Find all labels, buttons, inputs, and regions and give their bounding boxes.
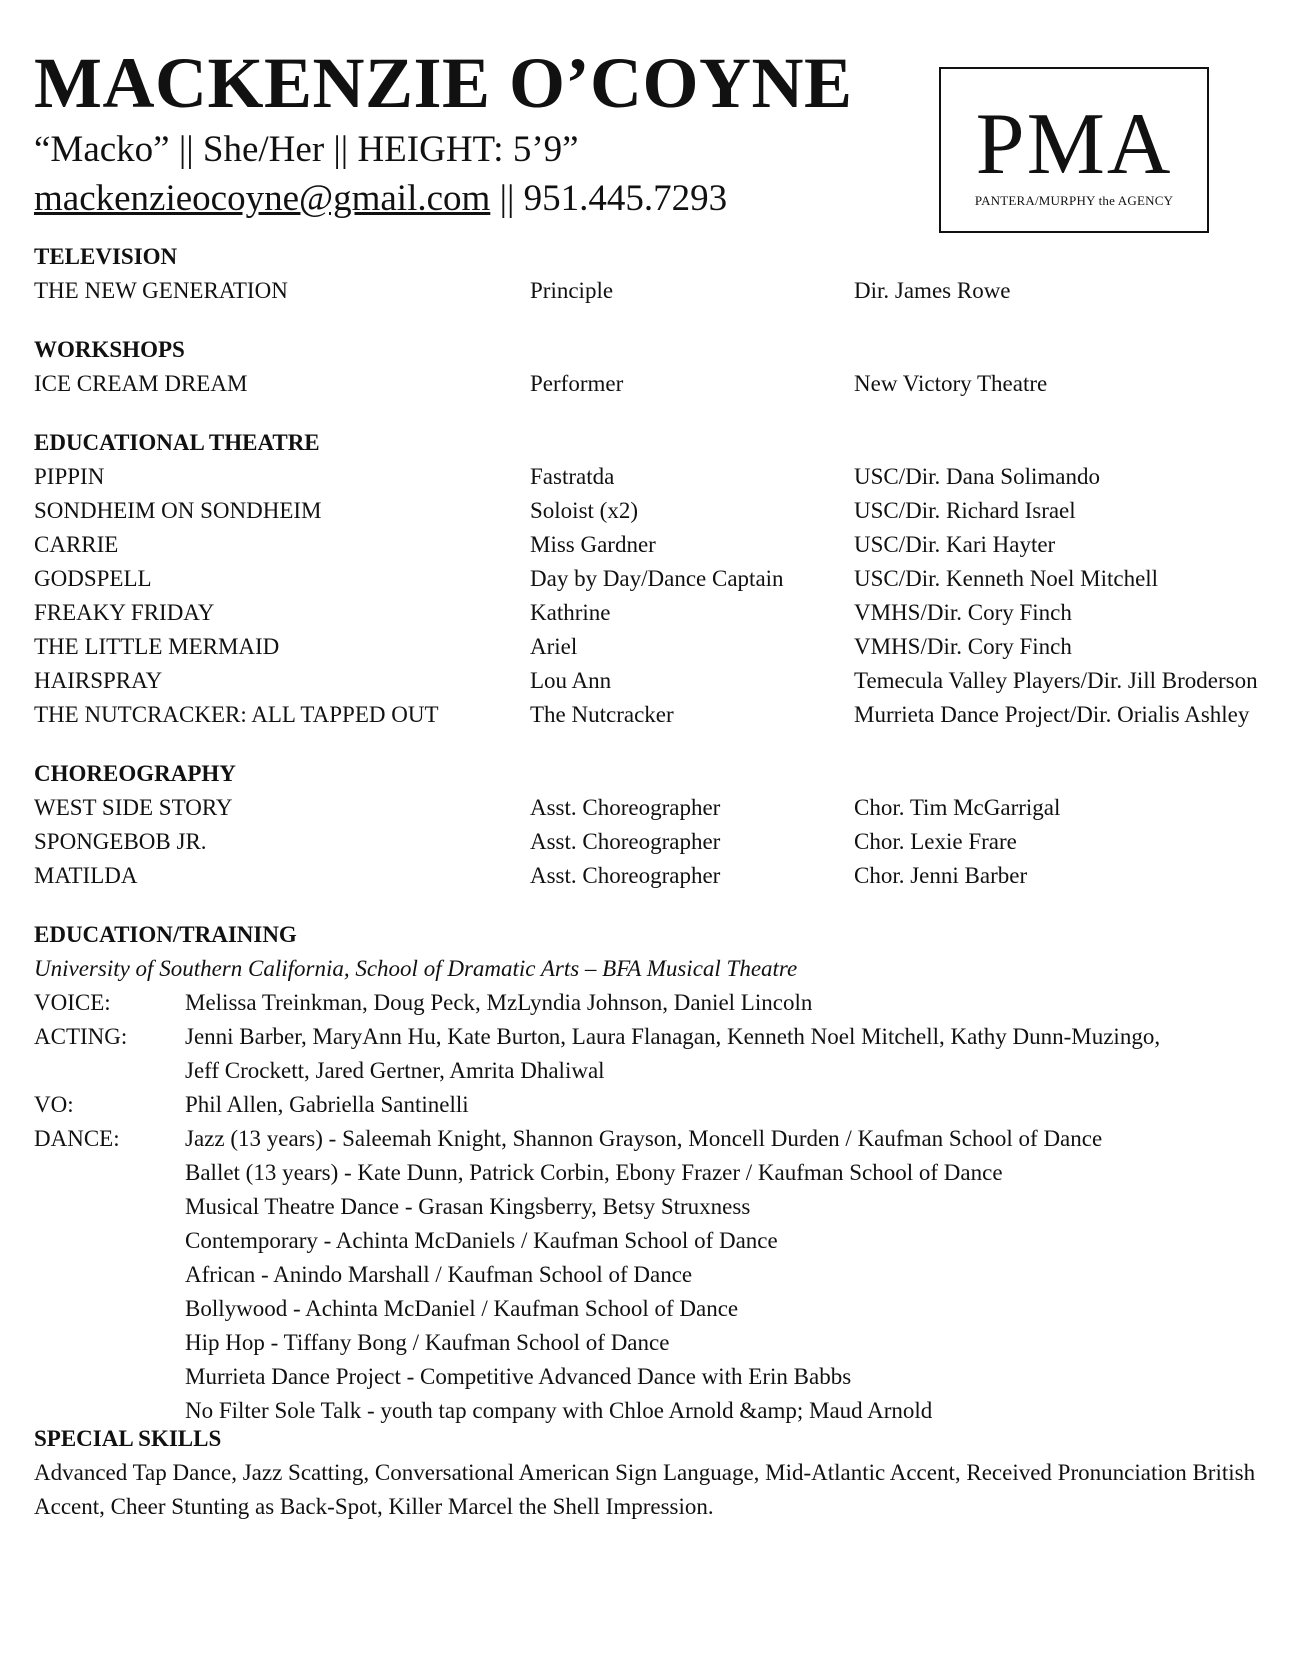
credit-title: THE NUTCRACKER: ALL TAPPED OUT	[34, 702, 439, 727]
training-line: No Filter Sole Talk - youth tap company with Chloe Arnold &amp; Maud Arnold	[185, 1398, 933, 1423]
educational-theatre-section	[34, 426, 1274, 732]
section-heading: CHOREOGRAPHY	[34, 761, 236, 786]
training-list	[34, 986, 1274, 1428]
training-label: VOICE:	[34, 990, 111, 1015]
credit-role: Soloist (x2)	[530, 498, 638, 523]
credit-director: USC/Dir. Kari Hayter	[854, 532, 1056, 557]
candidate-name: MACKENZIE O’COYNE	[34, 43, 853, 123]
contact-line	[34, 177, 727, 221]
special-skills-section	[34, 1422, 1274, 1524]
section-heading: EDUCATION/TRAINING	[34, 922, 297, 947]
credit-row	[34, 274, 1274, 308]
nickname-pronouns-height: “Macko” || She/Her || HEIGHT: 5’9”	[34, 129, 579, 170]
credit-director: VMHS/Dir. Cory Finch	[854, 600, 1072, 625]
credit-role: Performer	[530, 371, 624, 396]
credit-director: USC/Dir. Richard Israel	[854, 498, 1076, 523]
training-line: Musical Theatre Dance - Grasan Kingsberry, Betsy Struxness	[185, 1194, 751, 1219]
credit-row	[34, 698, 1274, 732]
credit-row	[34, 596, 1274, 630]
training-item	[34, 1122, 1274, 1428]
credit-rows	[34, 367, 1274, 401]
credit-director: Dir. James Rowe	[854, 278, 1011, 303]
credit-role: The Nutcracker	[530, 702, 674, 727]
credit-role: Asst. Choreographer	[530, 829, 721, 854]
credit-director: USC/Dir. Dana Solimando	[854, 464, 1100, 489]
credit-rows	[34, 791, 1274, 893]
credit-row	[34, 825, 1274, 859]
credit-row	[34, 791, 1274, 825]
training-item	[34, 986, 1274, 1020]
credit-director: USC/Dir. Kenneth Noel Mitchell	[854, 566, 1159, 591]
credit-director: Chor. Jenni Barber	[854, 863, 1028, 888]
training-line: Jeff Crockett, Jared Gertner, Amrita Dhaliwal	[185, 1058, 605, 1083]
agency-logo-mark: PMA	[975, 96, 1173, 193]
credit-title: FREAKY FRIDAY	[34, 600, 215, 625]
credit-role: Lou Ann	[530, 668, 612, 693]
school-degree: University of Southern California, School of Dramatic Arts – BFA Musical Theatre	[34, 956, 798, 981]
education-training-section	[34, 918, 1274, 1428]
credit-row	[34, 630, 1274, 664]
credit-role: Asst. Choreographer	[530, 863, 721, 888]
credit-row	[34, 367, 1274, 401]
credit-row	[34, 859, 1274, 893]
credit-rows	[34, 460, 1274, 732]
credit-role: Day by Day/Dance Captain	[530, 566, 784, 591]
training-item	[34, 1088, 1274, 1122]
section-heading: SPECIAL SKILLS	[34, 1426, 222, 1451]
credit-role: Fastratda	[530, 464, 615, 489]
credit-title: WEST SIDE STORY	[34, 795, 233, 820]
email-link[interactable]: mackenzieocoyne@gmail.com	[34, 178, 491, 219]
training-label: DANCE:	[34, 1126, 120, 1151]
credit-title: MATILDA	[34, 863, 138, 888]
credit-director: Murrieta Dance Project/Dir. Orialis Ashley	[854, 702, 1250, 727]
credit-title: THE LITTLE MERMAID	[34, 634, 280, 659]
training-line: Phil Allen, Gabriella Santinelli	[185, 1092, 469, 1117]
credit-title: SPONGEBOB JR.	[34, 829, 207, 854]
phone-number: 951.445.7293	[523, 178, 728, 219]
agency-logo	[939, 67, 1209, 233]
credit-role: Miss Gardner	[530, 532, 656, 557]
training-line: Bollywood - Achinta McDaniel / Kaufman School of Dance	[185, 1296, 739, 1321]
agency-name: PANTERA/MURPHY the AGENCY	[974, 193, 1174, 208]
credit-director: Temecula Valley Players/Dir. Jill Broderson	[854, 668, 1258, 693]
training-line: Hip Hop - Tiffany Bong / Kaufman School of Dance	[185, 1330, 670, 1355]
credit-title: SONDHEIM ON SONDHEIM	[34, 498, 322, 523]
credit-role: Ariel	[530, 634, 578, 659]
credit-rows	[34, 274, 1274, 308]
workshops-section	[34, 333, 1274, 401]
credit-row	[34, 528, 1274, 562]
training-line: Melissa Treinkman, Doug Peck, MzLyndia Johnson, Daniel Lincoln	[185, 990, 813, 1015]
section-heading: EDUCATIONAL THEATRE	[34, 430, 320, 455]
contact-separator: ||	[490, 178, 524, 219]
training-line: Contemporary - Achinta McDaniels / Kaufman School of Dance	[185, 1228, 778, 1253]
training-line: African - Anindo Marshall / Kaufman School of Dance	[185, 1262, 693, 1287]
credit-row	[34, 664, 1274, 698]
section-heading: WORKSHOPS	[34, 337, 185, 362]
credit-title: THE NEW GENERATION	[34, 278, 288, 303]
credit-director: VMHS/Dir. Cory Finch	[854, 634, 1072, 659]
training-label: ACTING:	[34, 1024, 128, 1049]
credit-title: PIPPIN	[34, 464, 105, 489]
section-heading: TELEVISION	[34, 244, 178, 269]
credit-role: Asst. Choreographer	[530, 795, 721, 820]
television-section	[34, 240, 1274, 308]
special-skills-text: Advanced Tap Dance, Jazz Scatting, Conversational American Sign Language, Mid-Atlantic Accent, Received Pronunciation British Accent, Cheer Stunting as Back-Spot, Killer Marcel the Shell Impression.	[34, 1460, 1256, 1519]
training-line: Ballet (13 years) - Kate Dunn, Patrick Corbin, Ebony Frazer / Kaufman School of Dance	[185, 1160, 1003, 1185]
credit-role: Principle	[530, 278, 614, 303]
credit-director: Chor. Tim McGarrigal	[854, 795, 1061, 820]
credit-row	[34, 460, 1274, 494]
credit-title: CARRIE	[34, 532, 119, 557]
credit-title: GODSPELL	[34, 566, 152, 591]
training-line: Jazz (13 years) - Saleemah Knight, Shannon Grayson, Moncell Durden / Kaufman School of Dance	[185, 1126, 1103, 1151]
credit-role: Kathrine	[530, 600, 611, 625]
credit-title: ICE CREAM DREAM	[34, 371, 248, 396]
training-item	[34, 1020, 1274, 1088]
choreography-section	[34, 757, 1274, 893]
training-line: Murrieta Dance Project - Competitive Advanced Dance with Erin Babbs	[185, 1364, 852, 1389]
credit-title: HAIRSPRAY	[34, 668, 163, 693]
credit-director: New Victory Theatre	[854, 371, 1048, 396]
credit-row	[34, 494, 1274, 528]
training-line: Jenni Barber, MaryAnn Hu, Kate Burton, Laura Flanagan, Kenneth Noel Mitchell, Kathy Dunn-Muzingo,	[185, 1024, 1161, 1049]
training-label: VO:	[34, 1092, 74, 1117]
credit-row	[34, 562, 1274, 596]
credit-director: Chor. Lexie Frare	[854, 829, 1017, 854]
